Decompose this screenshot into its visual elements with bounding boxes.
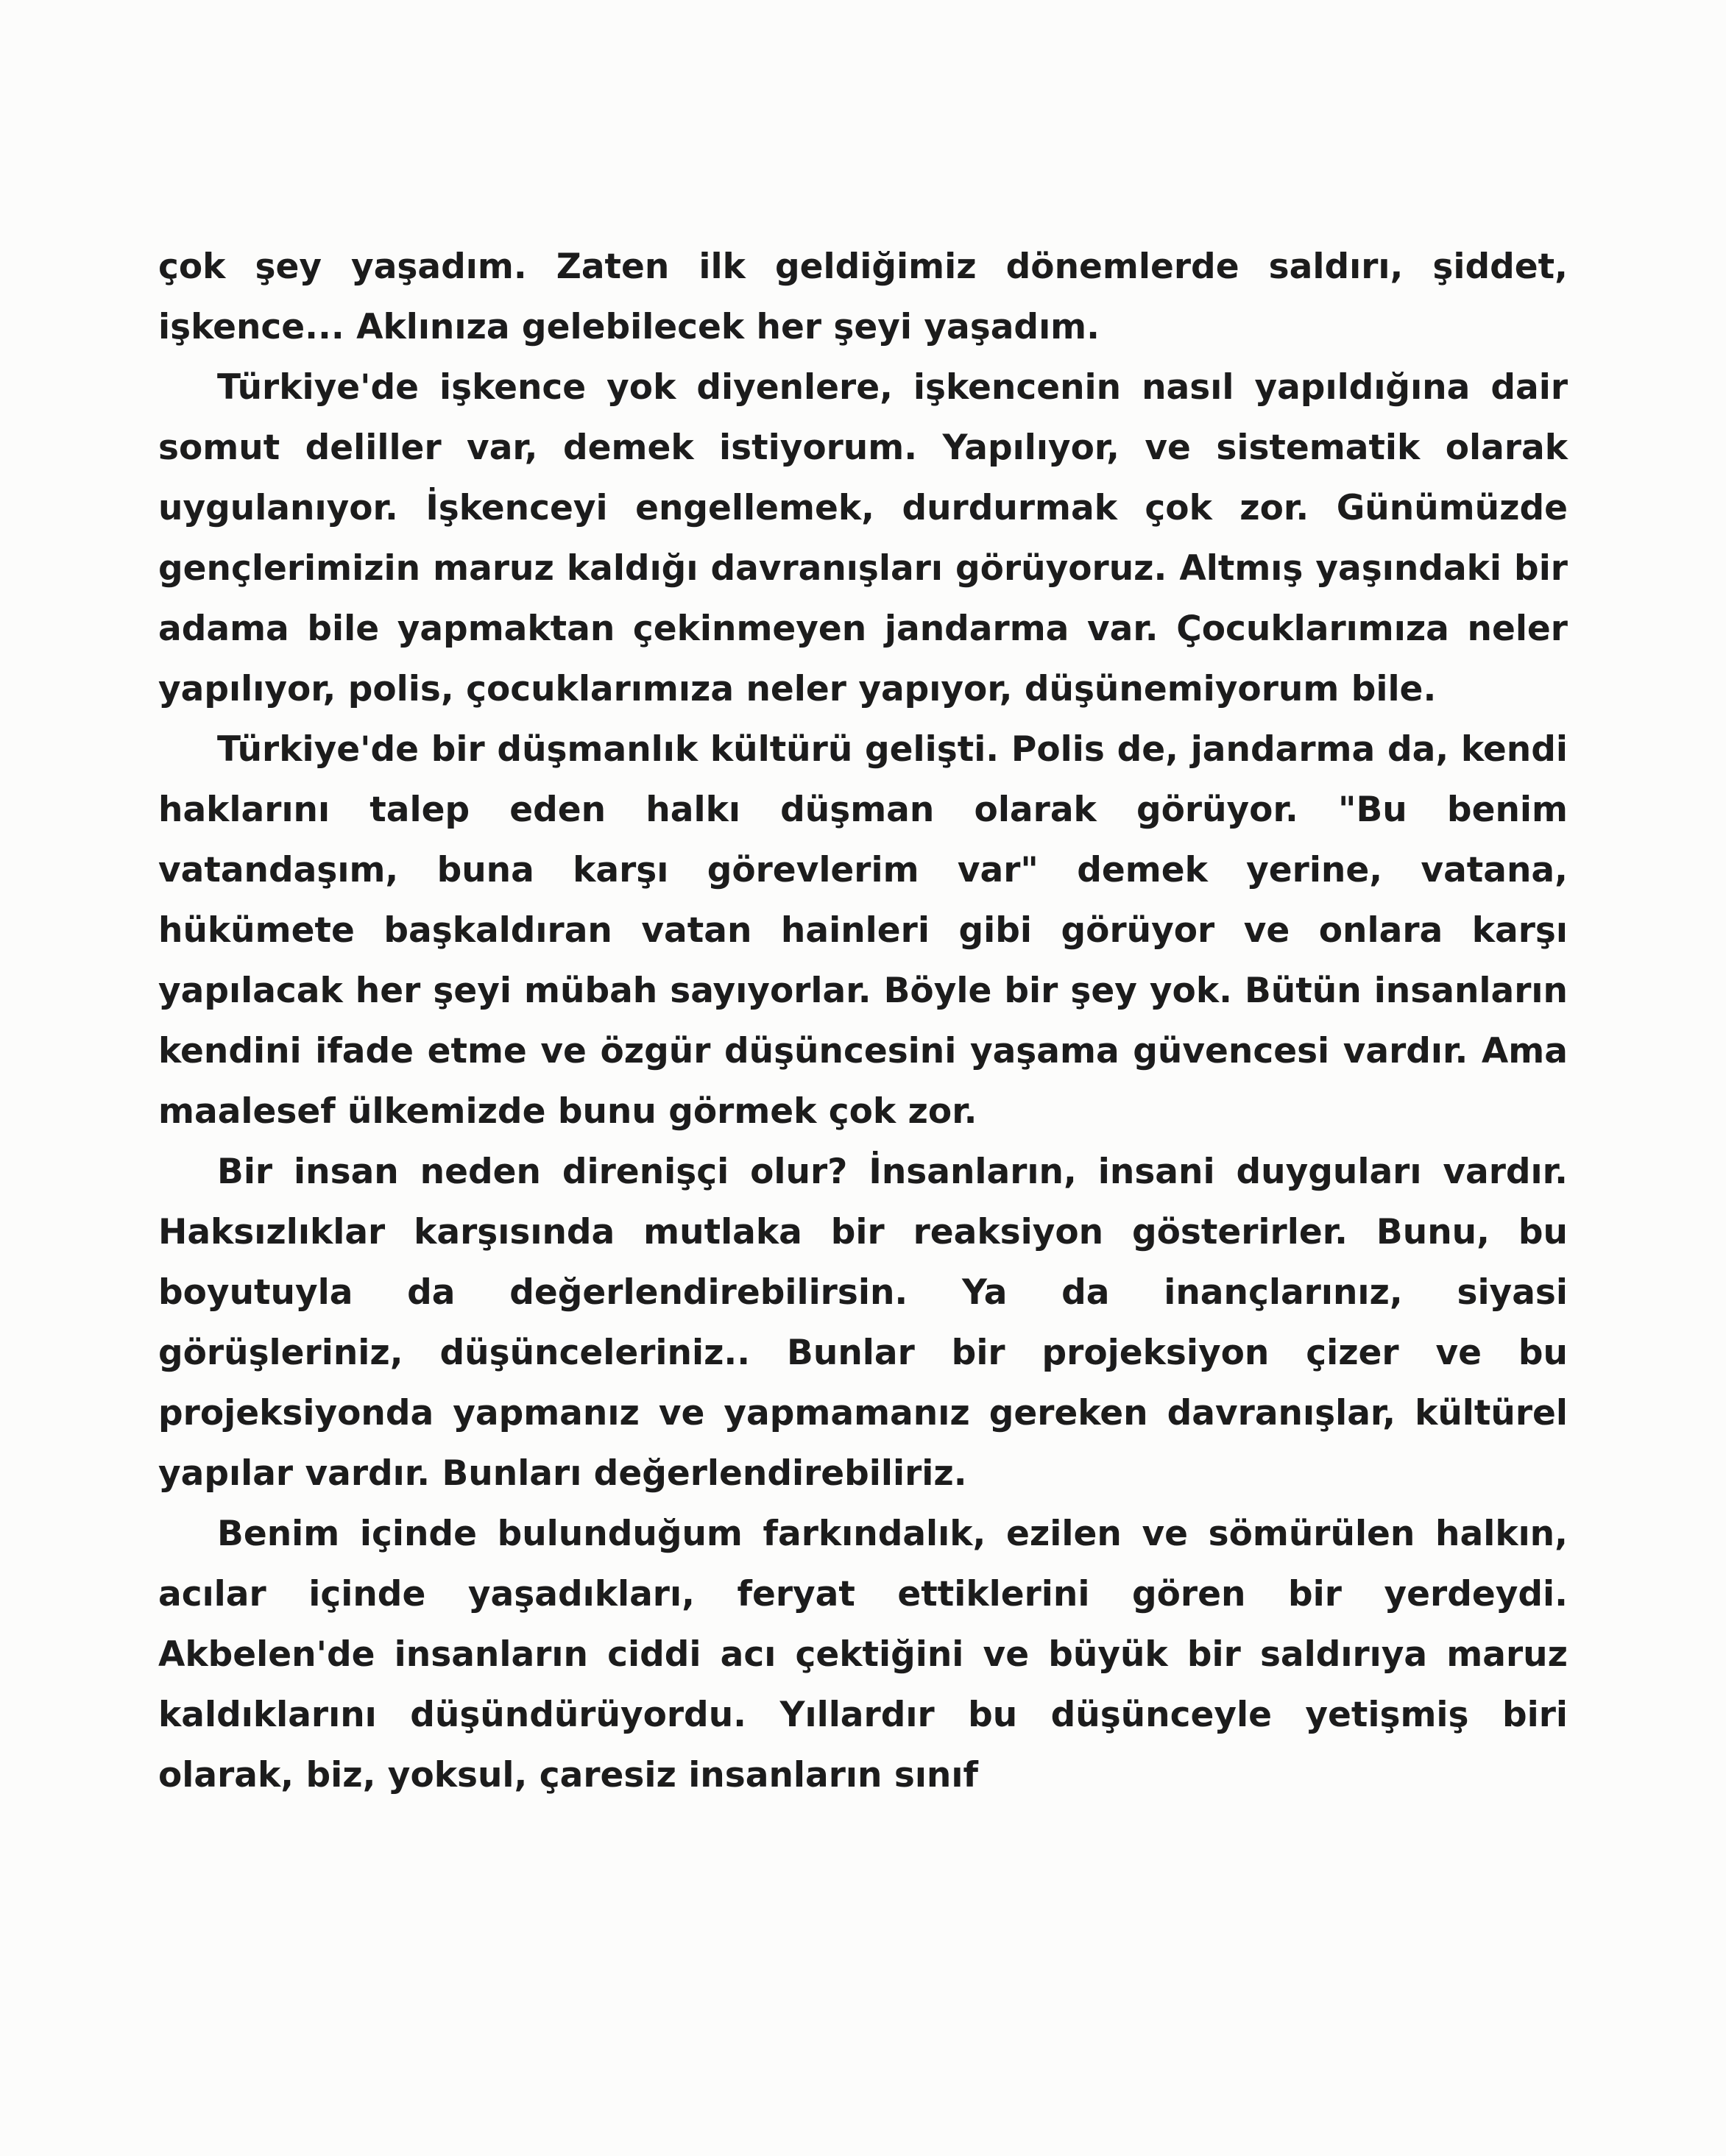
paragraph-5: Benim içinde bulunduğum farkındalık, ezilen ve sömürülen halkın, acılar içinde yaşadıkları, feryat ettiklerini gören bir yerdeydi. Akbelen'de insanların ciddi acı çektiğini ve büyük bir saldırıya maruz kaldıklarını düşündürüyordu. Yıllardır bu düşünceyle yetişmiş biri olarak, biz, yoksul, çaresiz insanların sınıf [158,1514,1568,1795]
paragraph-1: çok şey yaşadım. Zaten ilk geldiğimiz dönemlerde saldırı, şiddet, işkence... Aklınıza gelebilecek her şeyi yaşadım. [158,247,1568,347]
handwritten-text-block [158,237,1568,1806]
paragraph-3: Türkiye'de bir düşmanlık kültürü gelişti. Polis de, jandarma da, kendi haklarını talep eden halkı düşman olarak görüyor. "Bu benim vatandaşım, buna karşı görevlerim var" demek yerine, vatana, hükümete başkaldıran vatan hainleri gibi görüyor ve onlara karşı yapılacak her şeyi mübah sayıyorlar. Böyle bir şey yok. Bütün insanların kendini ifade etme ve özgür düşüncesini yaşama güvencesi vardır. Ama maalesef ülkemizde bunu görmek çok zor. [158,729,1568,1132]
paragraph-2: Türkiye'de işkence yok diyenlere, işkencenin nasıl yapıldığına dair somut deliller var, demek istiyorum. Yapılıyor, ve sistematik olarak uygulanıyor. İşkenceyi engellemek, durdurmak çok zor. Günümüzde gençlerimizin maruz kaldığı davranışları görüyoruz. Altmış yaşındaki bir adama bile yapmaktan çekinmeyen jandarma var. Çocuklarımıza neler yapılıyor, polis, çocuklarımıza neler yapıyor, düşünemiyorum bile. [158,367,1568,709]
paragraph-4: Bir insan neden direnişçi olur? İnsanların, insani duyguları vardır. Haksızlıklar karşısında mutlaka bir reaksiyon gösterirler. Bunu, bu boyutuyla da değerlendirebilirsin. Ya da inançlarınız, siyasi görüşleriniz, düşünceleriniz.. Bunlar bir projeksiyon çizer ve bu projeksiyonda yapmanız ve yapmamanız gereken davranışlar, kültürel yapılar vardır. Bunları değerlendirebiliriz. [158,1152,1568,1494]
